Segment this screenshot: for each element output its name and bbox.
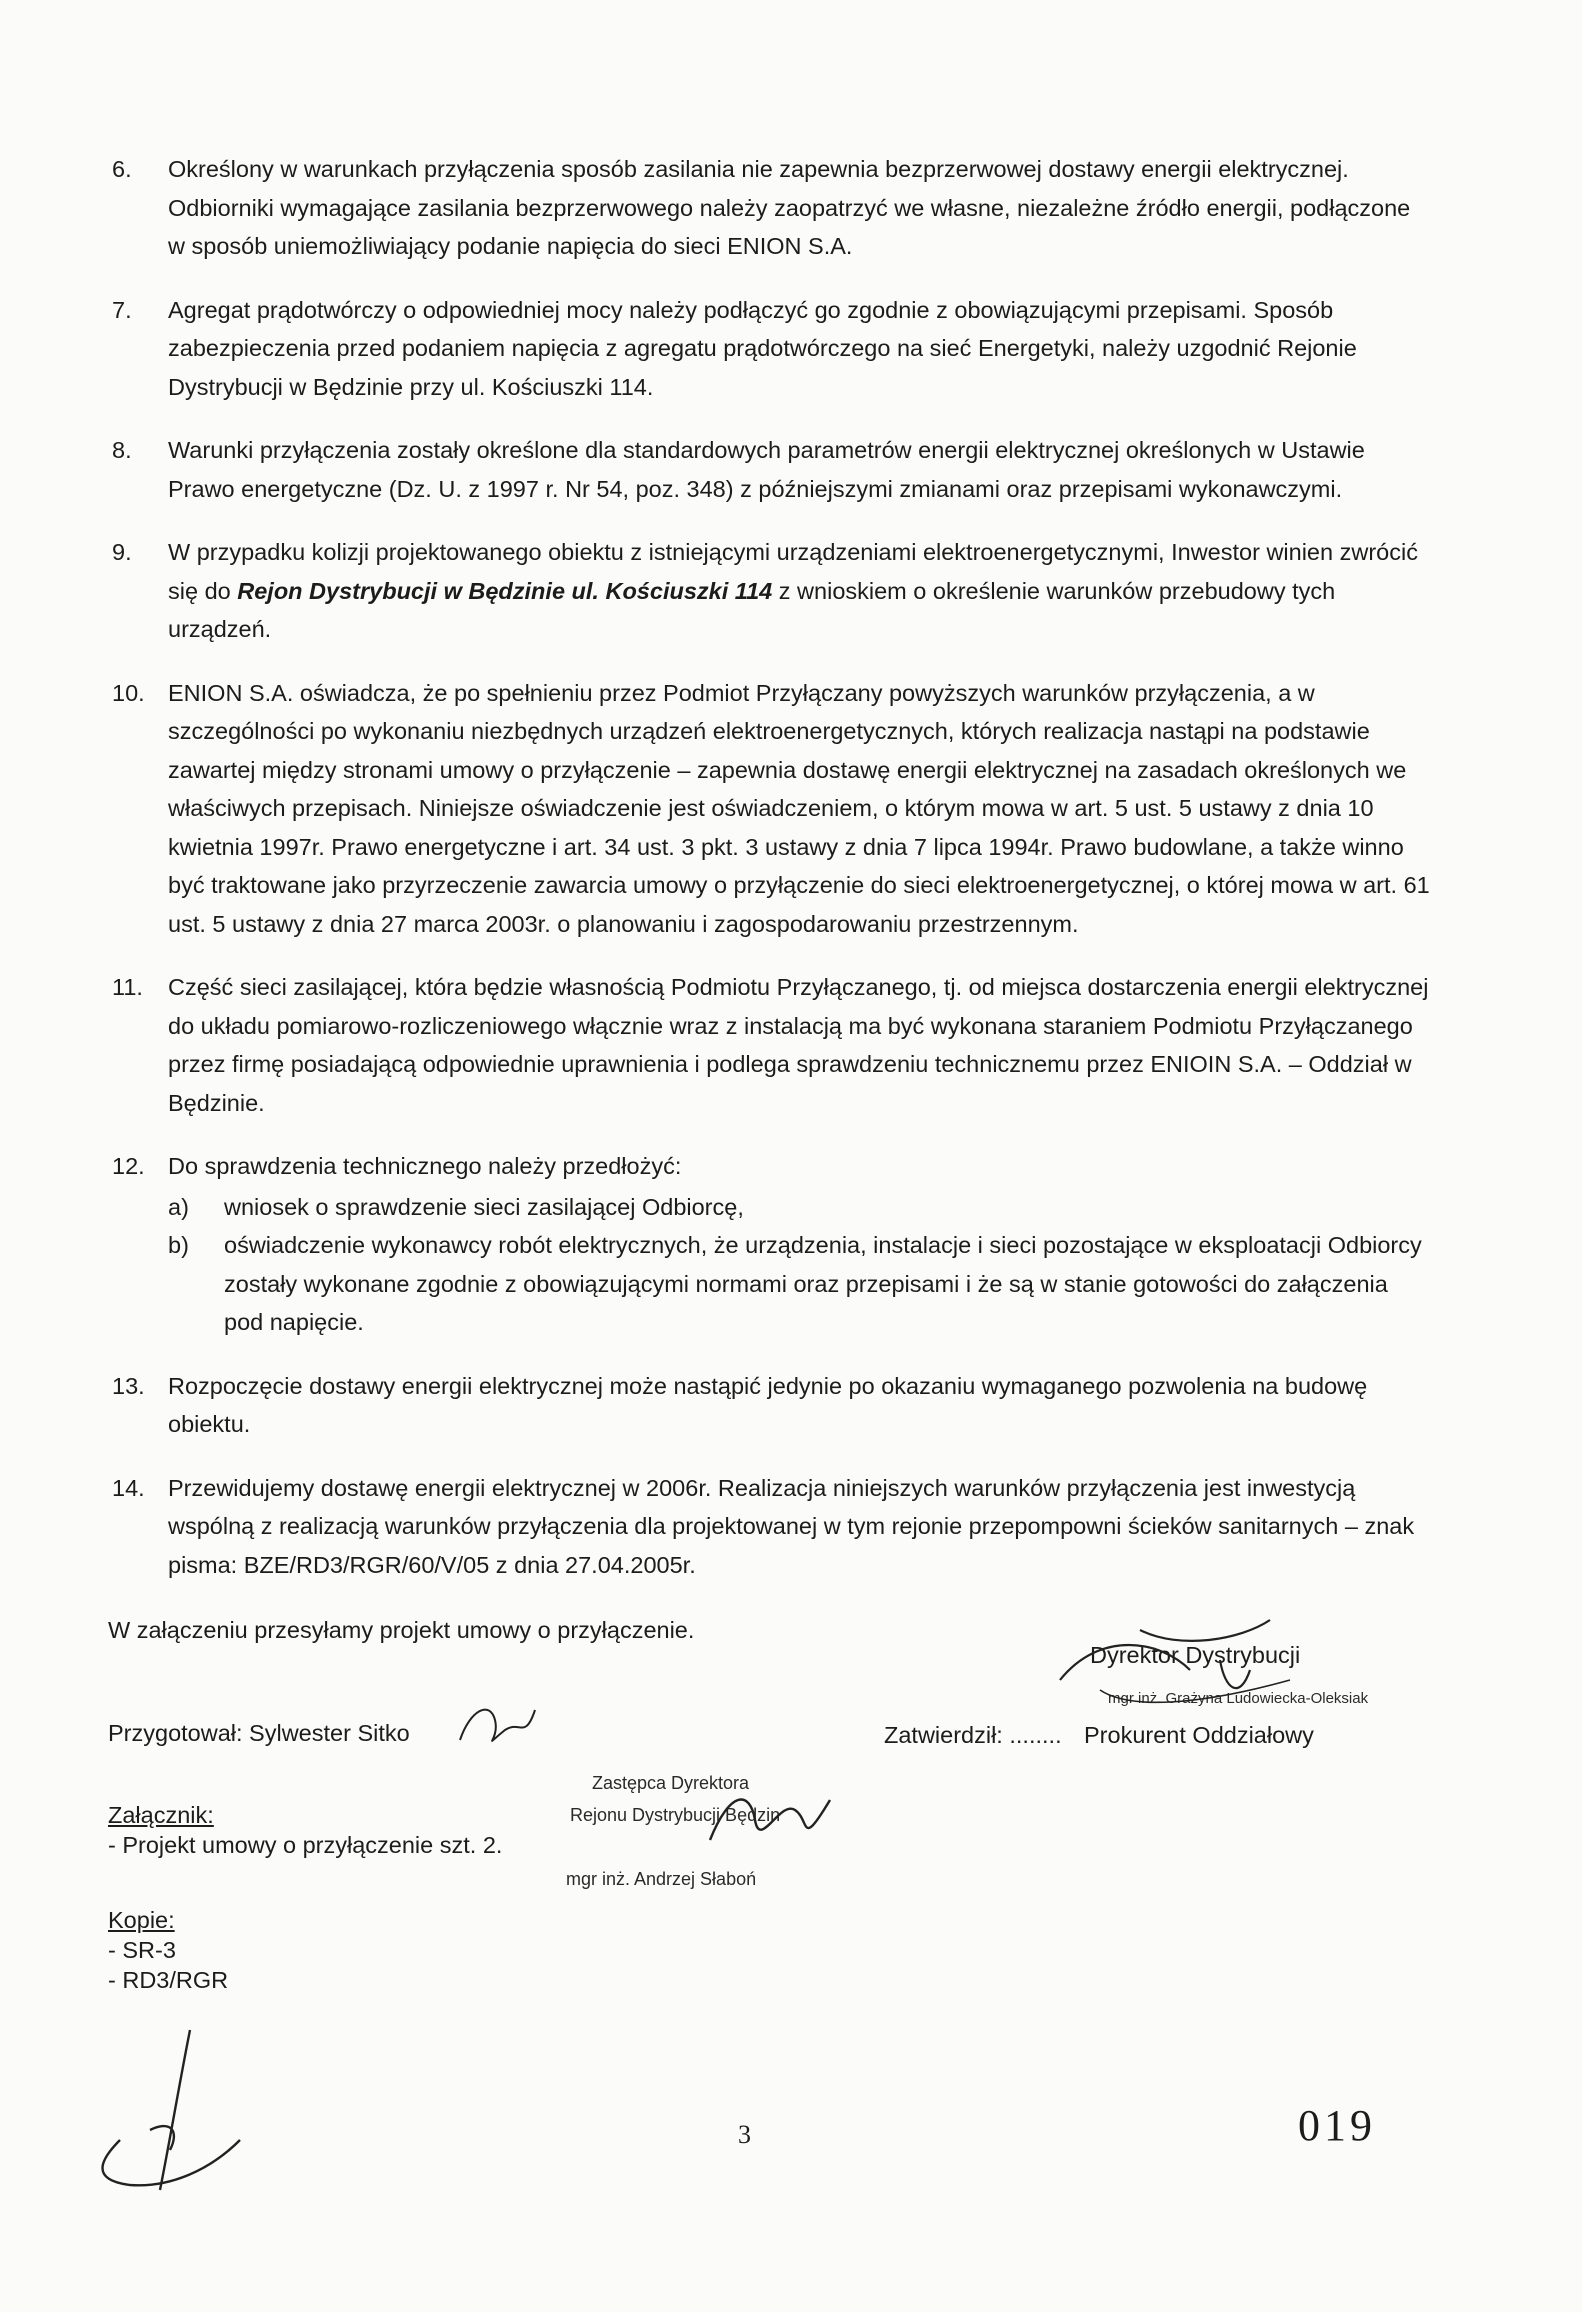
sub-list xyxy=(168,1188,1432,1342)
item-text xyxy=(168,150,1432,266)
item-text xyxy=(168,1469,1432,1585)
condition-item xyxy=(112,533,1432,649)
deputy-signature xyxy=(700,1780,840,1870)
condition-item xyxy=(112,150,1432,266)
text-run: Rozpoczęcie dostawy energii elektrycznej może nastąpić jedynie po okazaniu wymaganego pozwolenia na budowę obiektu. xyxy=(168,1372,1368,1437)
approver-signature xyxy=(1040,1610,1310,1720)
deputy-stamp-unit: Rejonu Dystrybucji Będzin xyxy=(570,1805,781,1825)
item-number: 10. xyxy=(112,679,145,706)
item-number: 14. xyxy=(112,1474,145,1501)
emphasis-text: Rejon Dystrybucji w Będzinie ul. Kościuszki 114 xyxy=(237,577,773,604)
conditions-list xyxy=(112,150,1432,1609)
condition-item xyxy=(112,431,1432,508)
condition-item xyxy=(112,291,1432,407)
text-run: z wnioskiem o określenie warunków przebudowy tych urządzeń. xyxy=(168,577,1336,642)
text-run: ENION S.A. oświadcza, że po spełnieniu przez Podmiot Przyłączany powyższych warunków przyłączenia, a w szczególności po wykonaniu niezbędnych urządzeń elektroenergetycznych, których realizacja nastąpi na podstawie zawartej między stronami umowy o przyłączenie – zapewnia dostawę energii elektrycznej na zasadach określonych we właściwych przepisach. Niniejsze oświadczenie jest oświadczeniem, o którym mowa w art. 5 ust. 5 ustawy z dnia 10 kwietnia 1997r. Prawo energetyczne i art. 34 ust. 3 pkt. 3 ustawy z dnia 7 lipca 1994r. Prawo budowlane, a także winno być traktowane jako przyrzeczenie zawarcia umowy o przyłączenie do sieci elektroenergetycznej, o której mowa w art. 61 ust. 5 ustawy z dnia 27 marca 2003r. o planowaniu i zagospodarowaniu przestrzennym. xyxy=(168,679,1430,937)
item-number: 13. xyxy=(112,1372,145,1399)
sub-item-text: oświadczenie wykonawcy robót elektrycznych, że urządzenia, instalacje i sieci pozostające w eksploatacji Odbiorcy zostały wykonane zgodnie z obowiązującymi normami oraz przepisami i że są w stanie gotowości do załączenia pod napięcie. xyxy=(224,1232,1422,1335)
attachment-note: W załączeniu przesyłamy projekt umowy o przyłączenie. xyxy=(108,1617,695,1643)
sub-item-letter: a) xyxy=(168,1193,189,1220)
sub-item xyxy=(168,1188,1432,1227)
approved-by: Zatwierdził: ........ xyxy=(884,1722,1062,1748)
condition-item xyxy=(112,968,1432,1122)
item-text xyxy=(168,968,1432,1122)
item-number: 9. xyxy=(112,539,132,565)
initials-signature xyxy=(60,2020,260,2200)
text-run: . Realizacja niniejszych warunków przyłączenia jest inwestycją wspólną z realizacją warunków przyłączenia dla projektowanej w tym rejonie przepompowni ścieków sanitarnych – znak pisma: BZE/RD3/RGR/60/V/05 z dnia 27.04.2005r. xyxy=(168,1474,1415,1578)
sub-item-letter: b) xyxy=(168,1232,189,1258)
attachment-heading: Załącznik: xyxy=(108,1802,214,1828)
approver-stamp-name: mgr inż. Grażyna Ludowiecka-Oleksiak xyxy=(1108,1690,1369,1707)
preparer-signature xyxy=(450,1690,540,1760)
prepared-by: Przygotował: Sylwester Sitko xyxy=(108,1720,410,1746)
item-number: 8. xyxy=(112,437,132,463)
text-run: Określony w warunkach przyłączenia sposób zasilania nie zapewnia bezprzerwowej dostawy energii elektrycznej. Odbiorniki wymagające zasilania bezprzerwowego należy zaopatrzyć we własne, niezależne źródło energii, podłączone w sposób uniemożliwiający podanie napięcia do sieci ENION S.A. xyxy=(168,156,1411,259)
text-run: Warunki przyłączenia zostały określone dla standardowych parametrów energii elektrycznej określonych w Ustawie Prawo energetyczne (Dz. U. z 1997 r. Nr 54, poz. 348) z późniejszymi zmianami oraz przepisami wykonawczymi. xyxy=(168,437,1365,502)
deputy-stamp-name: mgr inż. Andrzej Słaboń xyxy=(566,1869,757,1889)
condition-item xyxy=(112,1469,1432,1585)
text-run: Część sieci zasilającej, która będzie własnością Podmiotu Przyłączanego, tj. od miejsca dostarczenia energii elektrycznej do układu pomiarowo-rozliczeniowego włącznie wraz z instalacją ma być wykonana staraniem Podmiotu Przyłączanego przez firmę posiadającą odpowiednie uprawnienia i podlega sprawdzeniu technicznemu przez ENIOIN S.A. – Oddział w Będzinie. xyxy=(168,974,1429,1116)
text-run: W przypadku kolizji projektowanego obiektu z istniejącymi urządzeniami elektroenergetycznymi, Inwestor winien zwrócić się do xyxy=(168,539,1418,604)
deputy-stamp-title: Zastępca Dyrektora xyxy=(592,1773,750,1793)
emphasis-text: w 2006r xyxy=(622,1474,705,1501)
item-number: 7. xyxy=(112,296,132,323)
condition-item xyxy=(112,674,1432,944)
item-text xyxy=(168,674,1432,944)
item-number: 12. xyxy=(112,1153,145,1179)
attachment-item: - Projekt umowy o przyłączenie szt. 2. xyxy=(108,1832,503,1858)
text-run: Do sprawdzenia technicznego należy przedłożyć: xyxy=(168,1153,682,1179)
item-text xyxy=(168,431,1432,508)
text-run: Agregat prądotwórczy o odpowiedniej mocy należy podłączyć go zgodnie z obowiązującymi przepisami. Sposób zabezpieczenia przed podaniem napięcia z agregatu prądotwórczego na sieć Energetyki, należy uzgodnić Rejonie Dystrybucji w Będzinie przy ul. Kościuszki 114. xyxy=(168,296,1357,400)
approver-stamp-role: Prokurent Oddziałowy xyxy=(1084,1722,1314,1748)
item-text xyxy=(168,1147,1432,1186)
sub-item xyxy=(168,1226,1432,1342)
document-number: 019 xyxy=(1298,2101,1376,2150)
item-number: 11. xyxy=(112,974,143,1000)
copies-heading: Kopie: xyxy=(108,1907,175,1933)
item-text xyxy=(168,291,1432,407)
item-text xyxy=(168,533,1432,649)
item-number: 6. xyxy=(112,156,132,182)
text-run: Przewidujemy dostawę energii elektrycznej xyxy=(168,1474,623,1501)
copy-item: - RD3/RGR xyxy=(108,1967,229,1993)
sub-item-text: wniosek o sprawdzenie sieci zasilającej Odbiorcę, xyxy=(224,1193,744,1220)
copy-item: - SR-3 xyxy=(108,1937,176,1963)
page-number: 3 xyxy=(738,2120,751,2149)
condition-item xyxy=(112,1367,1432,1444)
item-text xyxy=(168,1367,1432,1444)
approver-stamp-title: Dyrektor Dystrybucji xyxy=(1090,1642,1301,1668)
condition-item xyxy=(112,1147,1432,1342)
